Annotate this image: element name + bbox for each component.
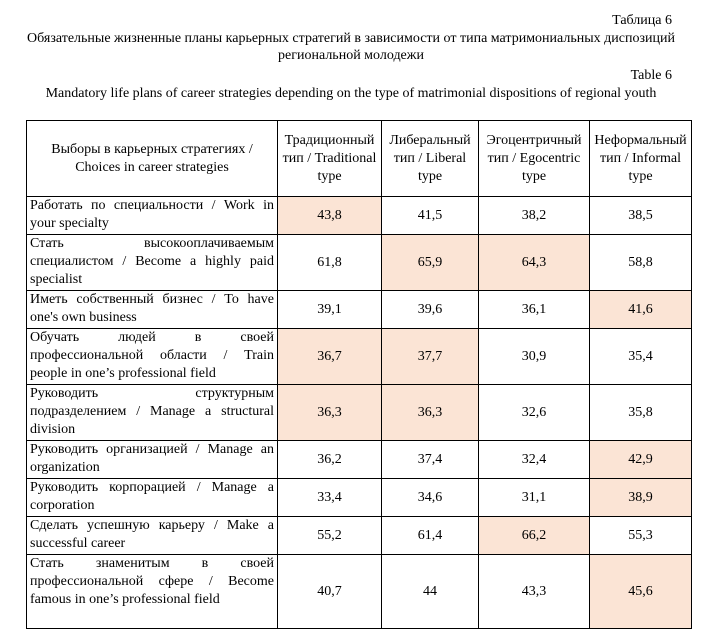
- row-label: Работать по специальности / Work in your specialty: [27, 197, 278, 235]
- value-cell: 43,8: [278, 197, 382, 235]
- value-cell: 34,6: [382, 479, 479, 517]
- value-cell: 31,1: [479, 479, 590, 517]
- value-cell: 32,4: [479, 441, 590, 479]
- table-row: [27, 197, 692, 235]
- table-row: [27, 291, 692, 329]
- value-cell: 44: [382, 555, 479, 629]
- row-label: Руководить структурным подразделением / Manage a structural division: [27, 385, 278, 441]
- value-cell: 36,2: [278, 441, 382, 479]
- value-cell: 42,9: [590, 441, 692, 479]
- value-cell: 35,8: [590, 385, 692, 441]
- value-cell: 33,4: [278, 479, 382, 517]
- table-row: [27, 385, 692, 441]
- value-cell: 41,5: [382, 197, 479, 235]
- career-strategies-table: [26, 120, 692, 629]
- value-cell: 38,5: [590, 197, 692, 235]
- value-cell: 66,2: [479, 517, 590, 555]
- value-cell: 39,1: [278, 291, 382, 329]
- value-cell: 61,8: [278, 235, 382, 291]
- value-cell: 36,7: [278, 329, 382, 385]
- table-row: [27, 329, 692, 385]
- table-label-en: Table 6: [630, 68, 672, 83]
- row-label: Стать высокооплачиваемым специалистом / Become a highly paid specialist: [27, 235, 278, 291]
- value-cell: 38,2: [479, 197, 590, 235]
- row-label: Руководить организацией / Manage an organization: [27, 441, 278, 479]
- value-cell: 40,7: [278, 555, 382, 629]
- header-liberal: Либеральный тип / Liberal type: [382, 121, 479, 197]
- value-cell: 37,4: [382, 441, 479, 479]
- table-row: [27, 517, 692, 555]
- row-label: Иметь собственный бизнес / To have one's own business: [27, 291, 278, 329]
- value-cell: 36,3: [382, 385, 479, 441]
- value-cell: 37,7: [382, 329, 479, 385]
- header-informal: Неформальный тип / Informal type: [590, 121, 692, 197]
- value-cell: 36,1: [479, 291, 590, 329]
- table-title-en: Mandatory life plans of career strategies depending on the type of matrimonial dispositions of regional youth: [45, 86, 657, 101]
- value-cell: 39,6: [382, 291, 479, 329]
- table-title-ru: Обязательные жизненные планы карьерных стратегий в зависимости от типа матримониальных диспозиций региональной молодежи: [27, 31, 675, 63]
- header-egocentric: Эгоцентричный тип / Egocentric type: [479, 121, 590, 197]
- row-label: Руководить корпорацией / Manage a corporation: [27, 479, 278, 517]
- table-label-ru: Таблица 6: [612, 13, 672, 28]
- value-cell: 32,6: [479, 385, 590, 441]
- row-label: Обучать людей в своей профессиональной области / Train people in one’s professional field: [27, 329, 278, 385]
- value-cell: 55,3: [590, 517, 692, 555]
- value-cell: 64,3: [479, 235, 590, 291]
- table-row: [27, 479, 692, 517]
- table-row: [27, 441, 692, 479]
- value-cell: 41,6: [590, 291, 692, 329]
- row-label: Стать знаменитым в своей профессиональной сфере / Become famous in one’s professional field: [27, 555, 278, 629]
- value-cell: 55,2: [278, 517, 382, 555]
- value-cell: 35,4: [590, 329, 692, 385]
- value-cell: 36,3: [278, 385, 382, 441]
- value-cell: 65,9: [382, 235, 479, 291]
- header-traditional: Традиционный тип / Traditional type: [278, 121, 382, 197]
- table-header-row: [27, 121, 692, 197]
- table-row: [27, 555, 692, 629]
- header-choices: Выборы в карьерных стратегиях / Choices in career strategies: [27, 121, 278, 197]
- value-cell: 58,8: [590, 235, 692, 291]
- value-cell: 38,9: [590, 479, 692, 517]
- value-cell: 45,6: [590, 555, 692, 629]
- table-row: [27, 235, 692, 291]
- value-cell: 43,3: [479, 555, 590, 629]
- row-label: Сделать успешную карьеру / Make a successful career: [27, 517, 278, 555]
- value-cell: 61,4: [382, 517, 479, 555]
- value-cell: 30,9: [479, 329, 590, 385]
